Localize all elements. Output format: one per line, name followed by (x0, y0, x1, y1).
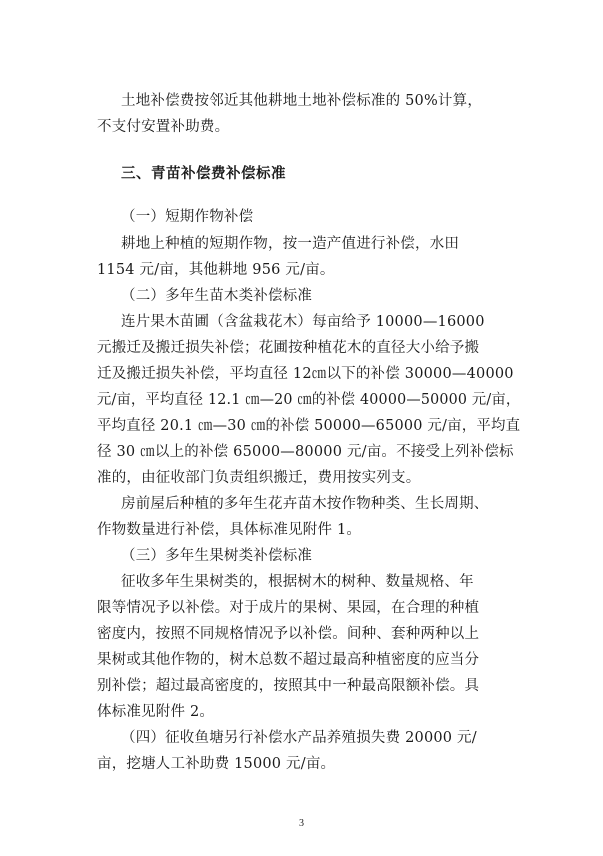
paragraph-line: 元搬迁及搬迁损失补偿；花圃按种植花木的直径大小给予搬 (97, 340, 480, 356)
paragraph-line: 不支付安置补助费。 (97, 119, 230, 135)
paragraph-line: 体标准见附件 2。 (97, 704, 215, 720)
subsection-heading: （三）多年生果树类补偿标准 (121, 548, 313, 564)
paragraph-line: 连片果木苗圃（含盆栽花木）每亩给予 10000—16000 (121, 314, 485, 330)
page-number: 3 (299, 818, 304, 829)
paragraph-line: 作物数量进行补偿，具体标准见附件 1。 (97, 522, 362, 538)
paragraph-line: 密度内，按照不同规格情况予以补偿。间种、套种两种以上 (97, 626, 480, 642)
subsection-heading: （二）多年生苗木类补偿标准 (121, 288, 313, 304)
paragraph-line: 1154 元/亩，其他耕地 956 元/亩。 (97, 262, 335, 278)
subsection-heading: （一）短期作物补偿 (121, 209, 254, 225)
paragraph-line: 房前屋后种植的多年生花卉苗木按作物种类、生长周期、 (121, 496, 489, 512)
paragraph-line: （四）征收鱼塘另行补偿水产品养殖损失费 20000 元/ (121, 730, 477, 746)
paragraph-line: 耕地上种植的短期作物，按一造产值进行补偿，水田 (121, 236, 460, 252)
paragraph-line: 征收多年生果树类的，根据树木的树种、数量规格、年 (121, 574, 474, 590)
paragraph-line: 果树或其他作物的，树木总数不超过最高种植密度的应当分 (97, 652, 480, 668)
paragraph-line: 土地补偿费按邻近其他耕地土地补偿标准的 50%计算， (121, 93, 483, 109)
paragraph-line: 别补偿；超过最高密度的，按照其中一种最高限额补偿。具 (97, 678, 480, 694)
paragraph-line: 亩，挖塘人工补助费 15000 元/亩。 (97, 756, 336, 772)
paragraph-line: 限等情况予以补偿。对于成片的果树、果园，在合理的种植 (97, 600, 480, 616)
paragraph-line: 元/亩，平均直径 12.1 ㎝—20 ㎝的补偿 40000—50000 元/亩， (97, 392, 521, 408)
paragraph-line: 径 30 ㎝以上的补偿 65000—80000 元/亩。不接受上列补偿标 (97, 444, 514, 460)
paragraph-line: 迁及搬迁损失补偿，平均直径 12㎝以下的补偿 30000—40000 (97, 366, 514, 382)
section-heading: 三、青苗补偿费补偿标准 (121, 166, 286, 182)
paragraph-line: 准的，由征收部门负责组织搬迁，费用按实列支。 (97, 470, 421, 486)
paragraph-line: 平均直径 20.1 ㎝—30 ㎝的补偿 50000—65000 元/亩，平均直 (97, 418, 521, 434)
